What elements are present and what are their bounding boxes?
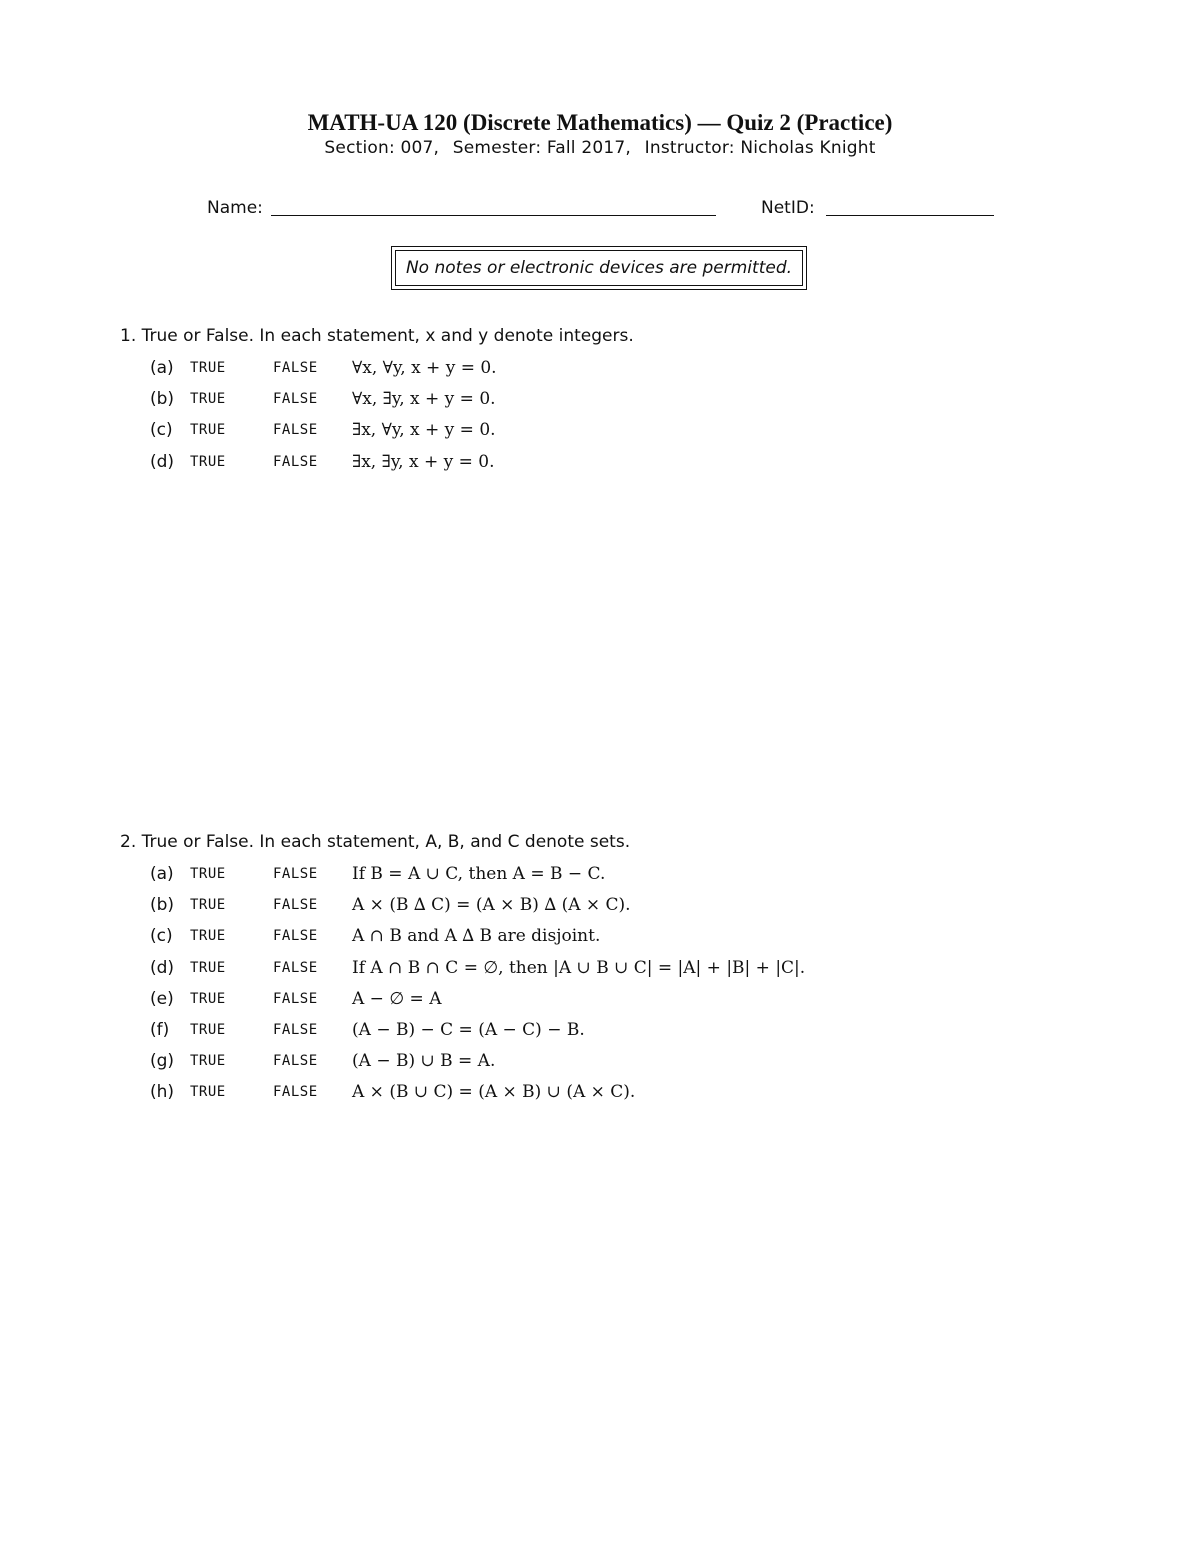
- true-option[interactable]: TRUE: [190, 990, 226, 1007]
- true-option[interactable]: TRUE: [190, 897, 226, 914]
- item-statement: ∀x, ∃y, x + y = 0.: [352, 389, 496, 410]
- section-text: Section: 007,: [324, 138, 440, 158]
- false-option[interactable]: FALSE: [273, 360, 318, 376]
- false-option[interactable]: FALSE: [273, 928, 318, 945]
- item-label: (c): [150, 420, 173, 441]
- item-label: (c): [150, 926, 173, 947]
- false-option[interactable]: FALSE: [273, 1022, 318, 1038]
- item-label: (a): [150, 358, 174, 378]
- true-option[interactable]: TRUE: [190, 959, 226, 976]
- item-statement: A ∩ B and A ∆ B are disjoint.: [352, 926, 601, 947]
- notice-box: [391, 246, 807, 290]
- false-option[interactable]: FALSE: [273, 990, 318, 1007]
- item-label: (a): [150, 864, 174, 884]
- item-statement: A − ∅ = A: [352, 988, 442, 1009]
- course-info: [0, 138, 1200, 158]
- notice-text: No notes or electronic devices are permitted.: [395, 250, 803, 286]
- name-label: Name:: [207, 198, 263, 218]
- item-label: (e): [150, 988, 174, 1009]
- item-label: (g): [150, 1051, 175, 1072]
- true-option[interactable]: TRUE: [190, 1053, 226, 1070]
- name-field[interactable]: [271, 215, 716, 216]
- false-option[interactable]: FALSE: [273, 422, 318, 439]
- true-option[interactable]: TRUE: [190, 1084, 226, 1101]
- item-statement: A × (B ∪ C) = (A × B) ∪ (A × C).: [352, 1082, 636, 1103]
- false-option[interactable]: FALSE: [273, 959, 318, 976]
- item-label: (d): [150, 957, 175, 978]
- item-label: (b): [150, 389, 175, 410]
- false-option[interactable]: FALSE: [273, 453, 318, 470]
- item-statement: ∀x, ∀y, x + y = 0.: [352, 358, 497, 378]
- netid-label: NetID:: [761, 198, 815, 218]
- item-statement: (A − B) ∪ B = A.: [352, 1051, 496, 1072]
- item-statement: If B = A ∪ C, then A = B − C.: [352, 864, 606, 884]
- item-statement: A × (B ∆ C) = (A × B) ∆ (A × C).: [352, 895, 631, 916]
- item-statement: If A ∩ B ∩ C = ∅, then |A ∪ B ∪ C| = |A| + |B| + |C|.: [352, 957, 806, 978]
- item-label: (d): [150, 451, 175, 472]
- instructor-text: Instructor: Nicholas Knight: [644, 138, 876, 158]
- true-option[interactable]: TRUE: [190, 422, 226, 439]
- item-label: (f): [150, 1020, 170, 1040]
- true-option[interactable]: TRUE: [190, 928, 226, 945]
- false-option[interactable]: FALSE: [273, 897, 318, 914]
- item-statement: (A − B) − C = (A − C) − B.: [352, 1020, 585, 1040]
- true-option[interactable]: TRUE: [190, 453, 226, 470]
- true-option[interactable]: TRUE: [190, 1022, 226, 1038]
- true-option[interactable]: TRUE: [190, 391, 226, 408]
- question-1-heading: 1. True or False. In each statement, x and y denote integers.: [120, 326, 634, 346]
- false-option[interactable]: FALSE: [273, 1053, 318, 1070]
- page-title: MATH-UA 120 (Discrete Mathematics) — Quiz 2 (Practice): [307, 110, 893, 135]
- true-option[interactable]: TRUE: [190, 360, 226, 376]
- true-option[interactable]: TRUE: [190, 866, 226, 882]
- semester-text: Semester: Fall 2017,: [452, 138, 632, 158]
- item-label: (b): [150, 895, 175, 916]
- item-label: (h): [150, 1082, 175, 1103]
- item-statement: ∃x, ∃y, x + y = 0.: [352, 451, 495, 472]
- netid-field[interactable]: [826, 215, 994, 216]
- false-option[interactable]: FALSE: [273, 391, 318, 408]
- question-2-heading: 2. True or False. In each statement, A, B, and C denote sets.: [120, 832, 631, 852]
- false-option[interactable]: FALSE: [273, 1084, 318, 1101]
- item-statement: ∃x, ∀y, x + y = 0.: [352, 420, 496, 441]
- false-option[interactable]: FALSE: [273, 866, 318, 882]
